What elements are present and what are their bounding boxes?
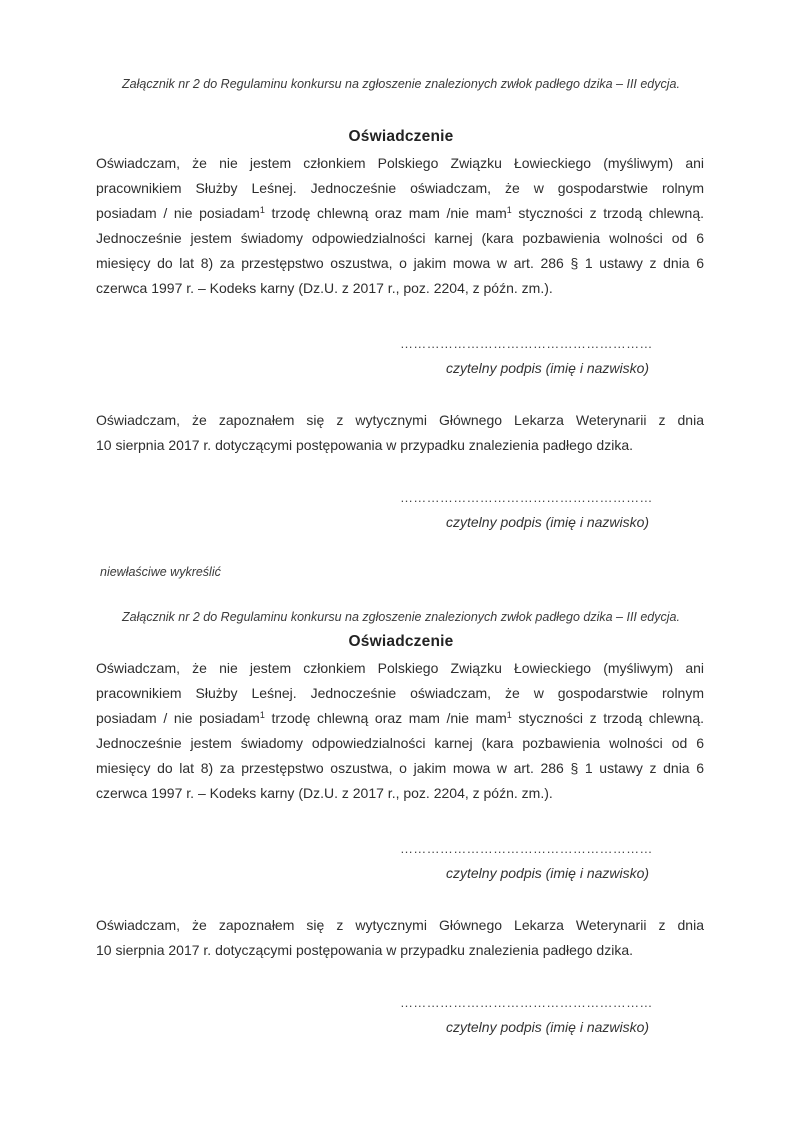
declaration-paragraph xyxy=(96,656,704,806)
declaration-line: pracownikiem Służby Leśnej. Jednocześnie oświadczam, że w gospodarstwie rolnym xyxy=(96,180,704,196)
attachment-header: Załącznik nr 2 do Regulaminu konkursu na zgłoszenie znalezionych zwłok padłego dzika – III edycja. xyxy=(122,77,680,91)
declaration-text: posiadam / nie posiadam xyxy=(96,205,260,221)
declaration-line: Oświadczam, że nie jestem członkiem Polskiego Związku Łowieckiego (myśliwym) ani xyxy=(96,660,704,676)
declaration-line: miesięcy do lat 8) za przestępstwo oszustwa, o jakim mowa w art. 286 § 1 ustawy z dnia 6 xyxy=(96,760,704,776)
guidelines-paragraph xyxy=(96,913,704,963)
declaration-paragraph xyxy=(96,151,704,301)
signature-line: ………………………………………………… xyxy=(400,841,653,856)
signature-label: czytelny podpis (imię i nazwisko) xyxy=(446,514,650,530)
declaration-line: miesięcy do lat 8) za przestępstwo oszustwa, o jakim mowa w art. 286 § 1 ustawy z dnia 6 xyxy=(96,255,704,271)
signature-label: czytelny podpis (imię i nazwisko) xyxy=(446,1019,650,1035)
footnote-marker: 1 xyxy=(506,205,512,215)
declaration-text: styczności z trzodą chlewną. xyxy=(511,710,704,726)
footnote: niewłaściwe wykreślić xyxy=(100,565,221,579)
signature-label: czytelny podpis (imię i nazwisko) xyxy=(446,360,650,376)
declaration-line xyxy=(96,706,704,731)
declaration-line: pracownikiem Służby Leśnej. Jednocześnie oświadczam, że w gospodarstwie rolnym xyxy=(96,685,704,701)
document-title: Oświadczenie xyxy=(348,128,454,145)
signature-line: ………………………………………………… xyxy=(400,336,653,351)
declaration-line: Jednocześnie jestem świadomy odpowiedzialności karnej (kara pozbawienia wolności od 6 xyxy=(96,230,704,246)
declaration-text: posiadam / nie posiadam xyxy=(96,710,260,726)
declaration-text: trzodę chlewną oraz mam /nie mam xyxy=(264,710,507,726)
footnote-marker: 1 xyxy=(506,710,512,720)
declaration-line: Jednocześnie jestem świadomy odpowiedzialności karnej (kara pozbawienia wolności od 6 xyxy=(96,735,704,751)
signature-label: czytelny podpis (imię i nazwisko) xyxy=(446,865,650,881)
declaration-text: styczności z trzodą chlewną. xyxy=(511,205,704,221)
document-title: Oświadczenie xyxy=(348,633,454,650)
guidelines-line: Oświadczam, że zapoznałem się z wytycznymi Głównego Lekarza Weterynarii z dnia xyxy=(96,412,704,428)
declaration-text: trzodę chlewną oraz mam /nie mam xyxy=(264,205,507,221)
footnote-marker: 1 xyxy=(259,710,265,720)
guidelines-paragraph xyxy=(96,408,704,458)
footnote-marker: 1 xyxy=(259,205,265,215)
signature-line: ………………………………………………… xyxy=(400,490,653,505)
signature-line: ………………………………………………… xyxy=(400,995,653,1010)
declaration-line xyxy=(96,201,704,226)
guidelines-line: 10 sierpnia 2017 r. dotyczącymi postępowania w przypadku znalezienia padłego dzika. xyxy=(96,942,633,958)
guidelines-line: 10 sierpnia 2017 r. dotyczącymi postępowania w przypadku znalezienia padłego dzika. xyxy=(96,437,633,453)
attachment-header: Załącznik nr 2 do Regulaminu konkursu na zgłoszenie znalezionych zwłok padłego dzika – III edycja. xyxy=(122,610,680,624)
declaration-line: czerwca 1997 r. – Kodeks karny (Dz.U. z 2017 r., poz. 2204, z późn. zm.). xyxy=(96,280,553,296)
declaration-line: czerwca 1997 r. – Kodeks karny (Dz.U. z 2017 r., poz. 2204, z późn. zm.). xyxy=(96,785,553,801)
guidelines-line: Oświadczam, że zapoznałem się z wytycznymi Głównego Lekarza Weterynarii z dnia xyxy=(96,917,704,933)
declaration-line: Oświadczam, że nie jestem członkiem Polskiego Związku Łowieckiego (myśliwym) ani xyxy=(96,155,704,171)
